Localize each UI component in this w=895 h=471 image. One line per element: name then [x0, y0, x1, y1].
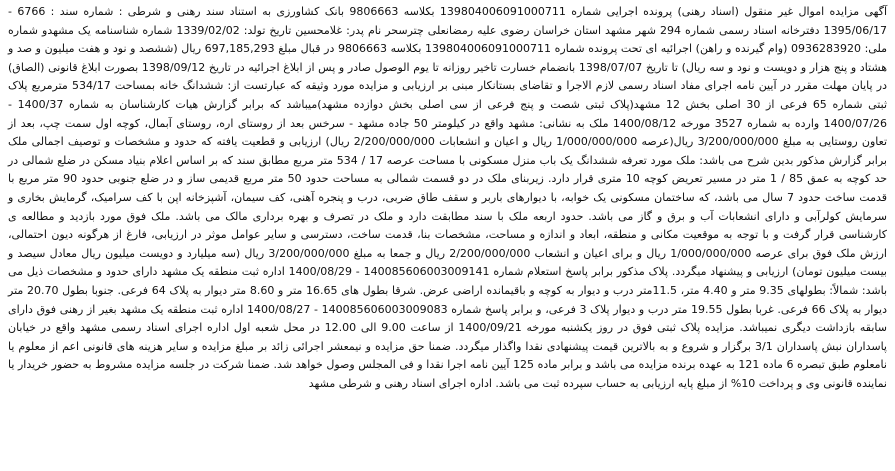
- auction-notice-text: آگهی مزایده اموال غیر منقول (اسناد رهنی) پرونده اجرایی شماره 139804006091000711 بکلاسه 9806663 بانک کشاورزی به استناد سند رهنی و شرطی : شماره سند : 6766 - 1395/06/17 دفترخانه اسناد رسمی شماره 294 شهر مشهد استان خراسان رضوی علیه رمضانعلی چترسحر نام پدر: غلامحسین تاریخ تولد: 1339/02/02 شماره شناسنامه یک مشهدو شماره ملی: 0936283920 (وام گیرنده و راهن) اجرائیه ای تحت پرونده شماره 139804006091000711 بکلاسه 9806663 در قبال مبلغ 697,185,293 ریال (ششصد و نود و هفت میلیون و صد و هشتاد و پنج هزار و دویست و نود و سه ریال) تا تاریخ 1398/07/07 بانضمام خسارت تاخیر روزانه تا یوم الوصول صادر و پس از ابلاغ اجرائیه در تاریخ 1398/09/12 بصورت ابلاغ قانونی (الصاق) در پایان مهلت مقرر در آیین نامه اجرای مفاد اسناد رسمی لازم الاجرا و تقاضای بستانکار مبنی بر ارزیابی و مزایده مورد وثیقه که عبارتست از: ششدانگ خانه بمساحت 534/17 مترمربع پلاک ثبتی شماره 65 فرعی از 30 اصلی بخش 12 مشهد(پلاک ثبتی شصت و پنج فرعی از سی اصلی بخش دوازده مشهد)میباشد که برابر گزارش هیات کارشناسان به شماره 1400/37 - 1400/07/26 وارده به شماره 3527 مورخه 1400/08/12 ملک به نشانی: مشهد واقع در کیلومتر 50 جاده مشهد - سرخس بعد از روستای اره، روستای آبمال، کوچه اول سمت چپ، بعد از تعاون روستایی به مبلغ 3/200/000/000 ریال(عرصه 1/000/000/000 ریال و اعیان و انشعابات 2/200/000/000 ریال) ارزیابی و قطعیت یافته که حدود و مشخصات و توصیف اجمالی ملک برابر گزارش مذکور بدین شرح می باشد: ملک مورد تعرفه ششدانگ یک باب منزل مسکونی با مساحت عرصه 17 / 534 متر مربع مطابق سند که بر اساس اعلام بنیاد مسکن در ضلع شمالی در حد کوچه به عمق 85 / 1 متر در مسیر تعریض کوچه 10 متری قرار دارد. زیربنای ملک در دو قسمت شمالی به مساحت حدود 50 متر مربع قدیمی ساز و در ضلع جنوبی حدود 90 متر مربع با قدمت ساخت حدود 7 سال می باشد، که ساختمان مسکونی یک خوابه، با دیوارهای باربر و سقف طاق ضربی، درب و پنجره آهنی، کف سیمان، آشپزخانه اپن با کف سرامیک، گرمایش بخاری و سرمایش کولرآبی و دارای انشعابات آب و برق و گاز می باشد. حدود اربعه ملک با سند مطابقت دارد و ملک در تصرف و بهره برداری مالک می باشد. ملک فوق مورد بازدید و مطالعه ی کارشناسی قرار گرفت و با توجه به موقعیت مکانی و منطقه، ابعاد و اندازه و مساحت، مشخصات بنا، قدمت ساخت، دسترسی و سایر عوامل موثر در ارزیابی، فارغ از هرگونه دیون احتمالی، ارزش ملک فوق برای عرصه 1/000/000/000 ریال و برای اعیان و انشعاب 2/200/000/000 ریال و جمعا به مبلغ 3/200/000/000 ریال (سه میلیارد و دویست میلیون ریال معادل سیصد و بیست میلیون تومان) ارزیابی و پیشنهاد میگردد. پلاک مذکور برابر پاسخ استعلام شماره 140085606003009141 - 1400/08/29 اداره ثبت منطقه یک مشهد دارای حدود و مشخصات ذیل می باشد: شمالاً: بطولهای 9.35 متر و 4.40 متر، 11.5متر درب و دیوار به کوچه و باقیمانده اراضی عرض. شرقا بطول های 16.65 متر و 8.60 متر دیوار به پلاک 64 فرعی. جنوبا بطول 20.70 متر دیوار به پلاک 66 فرعی. غربا بطول 19.55 متر درب و دیوار پلاک 3 فرعی، و برابر پاسخ شماره 140085606003009083 - 1400/08/27 اداره ثبت منطقه یک مشهد بغیر از رهنی فوق دارای سابقه بازداشت دیگری نمیباشد. مزایده پلاک ثبتی فوق در روز یکشنبه مورخه 1400/09/21 از ساعت 9.00 الی 12.00 در محل شعبه اول اداره اجرای اسناد رسمی مشهد واقع در خیابان پاسداران نبش پاسداران 3/1 برگزار و شروع و به بالاترین قیمت پیشنهادی نقدا واگذار میگردد. ضمنا حق مزایده و نیمعشر اجرائی زائد بر مبلغ مزایده و سایر هزینه های قانونی اعم از معلوم یا نامعلوم طبق تبصره 6 ماده 121 به عهده برنده مزایده می باشد و برابر ماده 125 آیین نامه اجرا نقدا و فی المجلس وصول خواهد شد. ضمنا شرکت در جلسه مزایده مشروط به حضور خریدار یا نماینده قانونی وی و پرداخت 10% از مبلغ پایه ارزیابی به حساب سپرده ثبت می باشد. اداره اجرای اسناد رهنی و شرطی مشهد: [8, 5, 888, 390]
